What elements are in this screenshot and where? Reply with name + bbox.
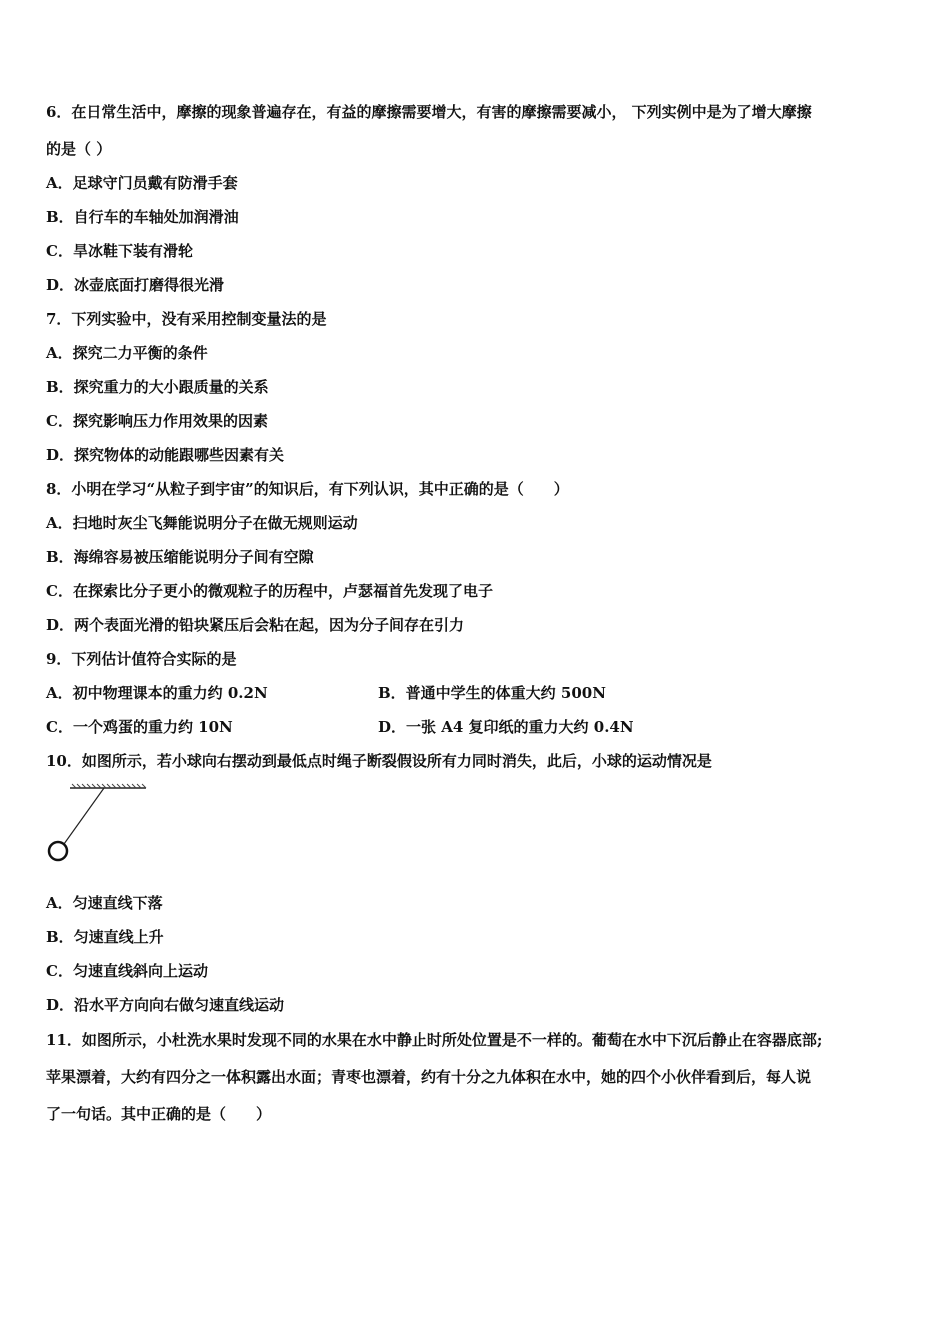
q10-option-b: B．匀速直线上升: [46, 928, 164, 946]
q11-stem-line-3: 了一句话。其中正确的是（ ）: [46, 1105, 272, 1123]
q8-option-b: B．海绵容易被压缩能说明分子间有空隙: [46, 548, 314, 566]
q6-option-b: B．自行车的车轴处加润滑油: [46, 208, 239, 226]
q7-option-d: D．探究物体的动能跟哪些因素有关: [46, 446, 285, 464]
q8-stem: 8．小明在学习“从粒子到宇宙”的知识后，有下列认识，其中正确的是（ ）: [46, 480, 569, 498]
q8-option-d: D．两个表面光滑的铅块紧压后会粘在起，因为分子间存在引力: [46, 616, 465, 634]
pendulum-ball: [49, 842, 67, 860]
q11-stem-line-2: 苹果漂着，大约有四分之一体积露出水面；青枣也漂着，约有十分之九体积在水中，她的四个小伙伴看到后，每人说: [46, 1068, 812, 1086]
q10-option-d: D．沿水平方向向右做匀速直线运动: [46, 996, 285, 1014]
q8-option-c: C．在探索比分子更小的微观粒子的历程中，卢瑟福首先发现了电子: [46, 582, 493, 600]
q7-option-a: A．探究二力平衡的条件: [46, 344, 208, 362]
q6-option-d: D．冰壶底面打磨得很光滑: [46, 276, 225, 294]
q6-option-c: C．旱冰鞋下装有滑轮: [46, 242, 193, 260]
q9-option-c: C．一个鸡蛋的重力约 10N: [46, 718, 233, 736]
q9-option-b: B．普通中学生的体重大约 500N: [378, 684, 606, 702]
q7-option-c: C．探究影响压力作用效果的因素: [46, 412, 268, 430]
pendulum-figure: [44, 782, 154, 866]
q10-option-c: C．匀速直线斜向上运动: [46, 962, 208, 980]
q9-option-a: A．初中物理课本的重力约 0.2N: [46, 684, 268, 702]
q9-option-d: D．一张 A4 复印纸的重力大约 0.4N: [378, 718, 634, 736]
q6-stem-line-2: 的是（ ）: [46, 140, 112, 158]
q9-stem: 9．下列估计值符合实际的是: [46, 650, 237, 668]
q10-stem: 10．如图所示，若小球向右摆动到最低点时绳子断裂假设所有力同时消失，此后，小球的运动情况是: [46, 752, 712, 770]
q8-option-a: A．扫地时灰尘飞舞能说明分子在做无规则运动: [46, 514, 358, 532]
q10-option-a: A．匀速直线下落: [46, 894, 163, 912]
q11-stem-line-1: 11．如图所示，小杜洗水果时发现不同的水果在水中静止时所处位置是不一样的。葡萄在水中下沉后静止在容器底部;: [46, 1031, 823, 1049]
q7-stem: 7．下列实验中，没有采用控制变量法的是: [46, 310, 327, 328]
pendulum-string: [64, 788, 104, 844]
q7-option-b: B．探究重力的大小跟质量的关系: [46, 378, 269, 396]
q6-stem-line-1: 6．在日常生活中，摩擦的现象普遍存在，有益的摩擦需要增大，有害的摩擦需要减小， 下列实例中是为了增大摩擦: [46, 103, 812, 121]
q6-option-a: A．足球守门员戴有防滑手套: [46, 174, 238, 192]
